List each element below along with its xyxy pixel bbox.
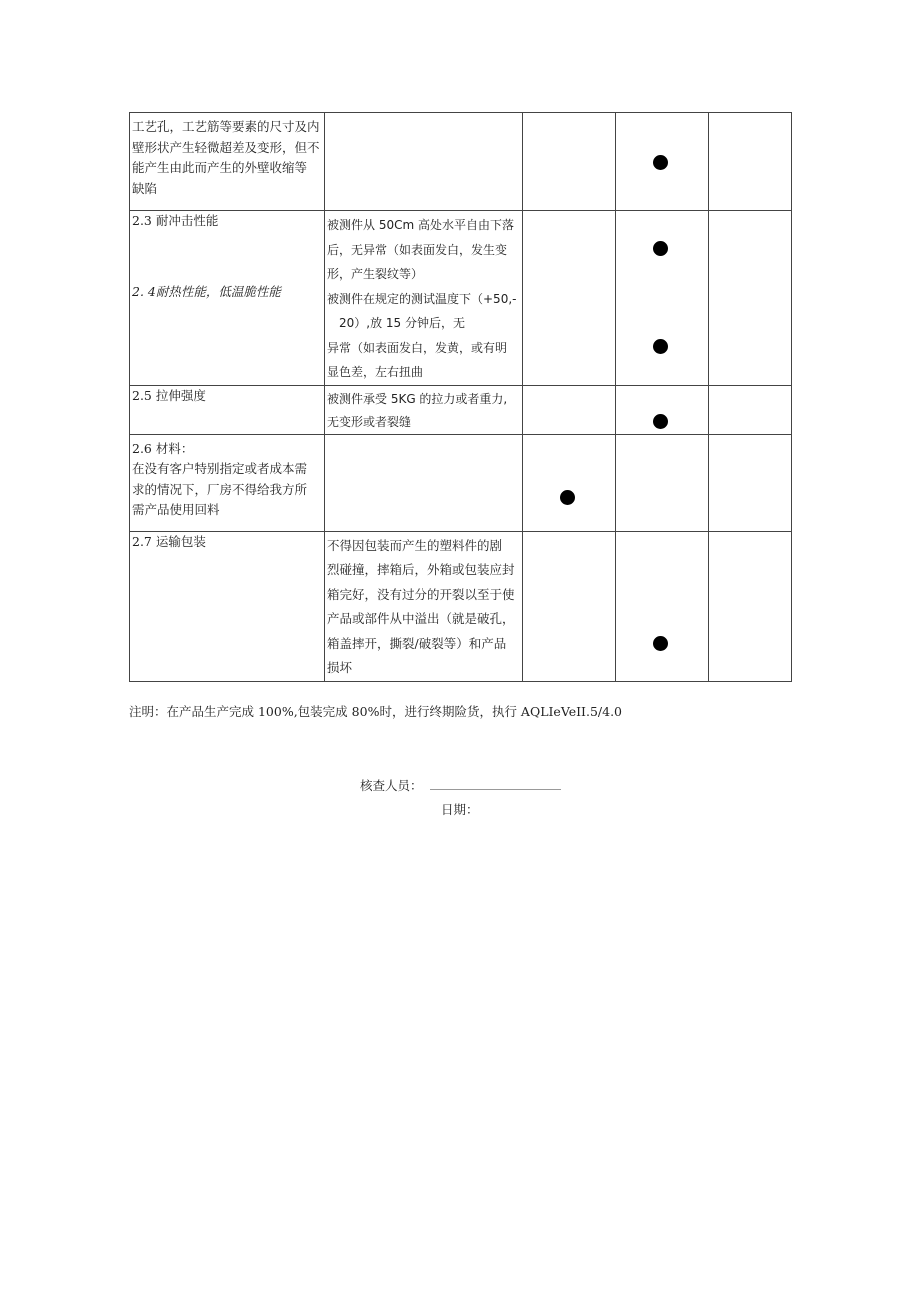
inspector-label: 核查人员：	[360, 778, 423, 793]
mark-cell-a	[523, 385, 616, 434]
standard-text: 后，无异常（如表面发白，发生变	[327, 242, 508, 257]
mark-cell-c	[709, 113, 792, 211]
item-text: 2.5 拉伸强度	[132, 387, 206, 403]
standard-text: 形，产生裂纹等）	[327, 267, 424, 281]
item-cell	[130, 113, 325, 211]
mark-cell-b	[616, 385, 709, 434]
table-row	[130, 531, 792, 681]
mark-cell-b	[616, 434, 709, 531]
table-row	[130, 385, 792, 434]
item-text: 能产生由此而产生的外壁收缩等	[132, 160, 308, 175]
item-text: 求的情况下，厂房不得给我方所	[132, 481, 308, 497]
mark-cell-c	[709, 531, 792, 681]
item-text: 工艺孔，工艺筋等要素的尺寸及内	[132, 119, 320, 134]
table-row	[130, 113, 792, 211]
filled-circle-mark-icon	[653, 636, 668, 651]
standard-text: 显色差，左右扭曲	[327, 365, 424, 379]
inspection-table	[129, 112, 792, 682]
standard-text: 20）,放 15 分钟后，无	[339, 316, 465, 330]
item-text: 需产品使用回料	[132, 502, 220, 517]
filled-circle-mark-icon	[653, 414, 668, 429]
item-text: 缺陷	[132, 180, 158, 196]
filled-circle-mark-icon	[560, 490, 575, 505]
standard-text: 异常（如表面发白，发黄，或有明	[327, 340, 508, 355]
footnote: 注明：在产品生产完成 100%,包装完成 80%时，进行终期险货，执行 AQLIeVeII.5/4.0	[129, 704, 622, 719]
item-text: 2.6 材料：	[132, 440, 194, 456]
standard-text: 损坏	[327, 660, 353, 675]
item-text: 2.7 运输包装	[132, 533, 206, 549]
mark-cell-a	[523, 434, 616, 531]
mark-cell-b	[616, 211, 709, 386]
mark-cell-c	[709, 385, 792, 434]
item-text: 2.3 耐冲击性能	[132, 213, 219, 228]
standard-cell	[325, 434, 523, 531]
item-text: 在没有客户特别指定或者成本需	[132, 461, 308, 476]
standard-text: 被测件承受 5KG 的拉力或者重力,	[327, 391, 508, 406]
standard-text: 不得因包装而产生的塑料件的剧	[327, 537, 503, 553]
signature-line	[430, 789, 561, 790]
mark-cell-b	[616, 531, 709, 681]
table-row	[130, 434, 792, 531]
item-text: 2. 4耐热性能，低温脆性能	[132, 283, 281, 299]
standard-text: 无变形或者裂缝	[327, 414, 412, 429]
table-row	[130, 211, 792, 386]
item-cell	[130, 385, 325, 434]
standard-text: 产品或部件从中溢出（就是破孔，	[327, 611, 515, 626]
item-cell	[130, 434, 325, 531]
mark-cell-a	[523, 113, 616, 211]
item-text: 壁形状产生轻微超差及变形，但不	[132, 139, 320, 155]
standard-cell	[325, 113, 523, 211]
standard-cell	[325, 531, 523, 681]
filled-circle-mark-icon	[653, 339, 668, 354]
item-cell	[130, 211, 325, 386]
mark-cell-c	[709, 434, 792, 531]
mark-cell-c	[709, 211, 792, 386]
mark-cell-a	[523, 531, 616, 681]
item-cell	[130, 531, 325, 681]
filled-circle-mark-icon	[653, 241, 668, 256]
standard-cell	[325, 385, 523, 434]
standard-text: 被测件从 50Cm 高处水平自由下落	[327, 218, 514, 232]
standard-text: 被测件在规定的测试温度下（+50,-	[327, 291, 517, 306]
date-label: 日期：	[441, 802, 479, 817]
filled-circle-mark-icon	[653, 155, 668, 170]
standard-text: 烈碰撞，摔箱后，外箱或包装应封	[327, 562, 515, 577]
standard-text: 箱完好，没有过分的开裂以至于使	[327, 586, 515, 602]
standard-text: 箱盖摔开，撕裂/破裂等）和产品	[327, 635, 507, 651]
standard-cell	[325, 211, 523, 386]
mark-cell-a	[523, 211, 616, 386]
mark-cell-b	[616, 113, 709, 211]
